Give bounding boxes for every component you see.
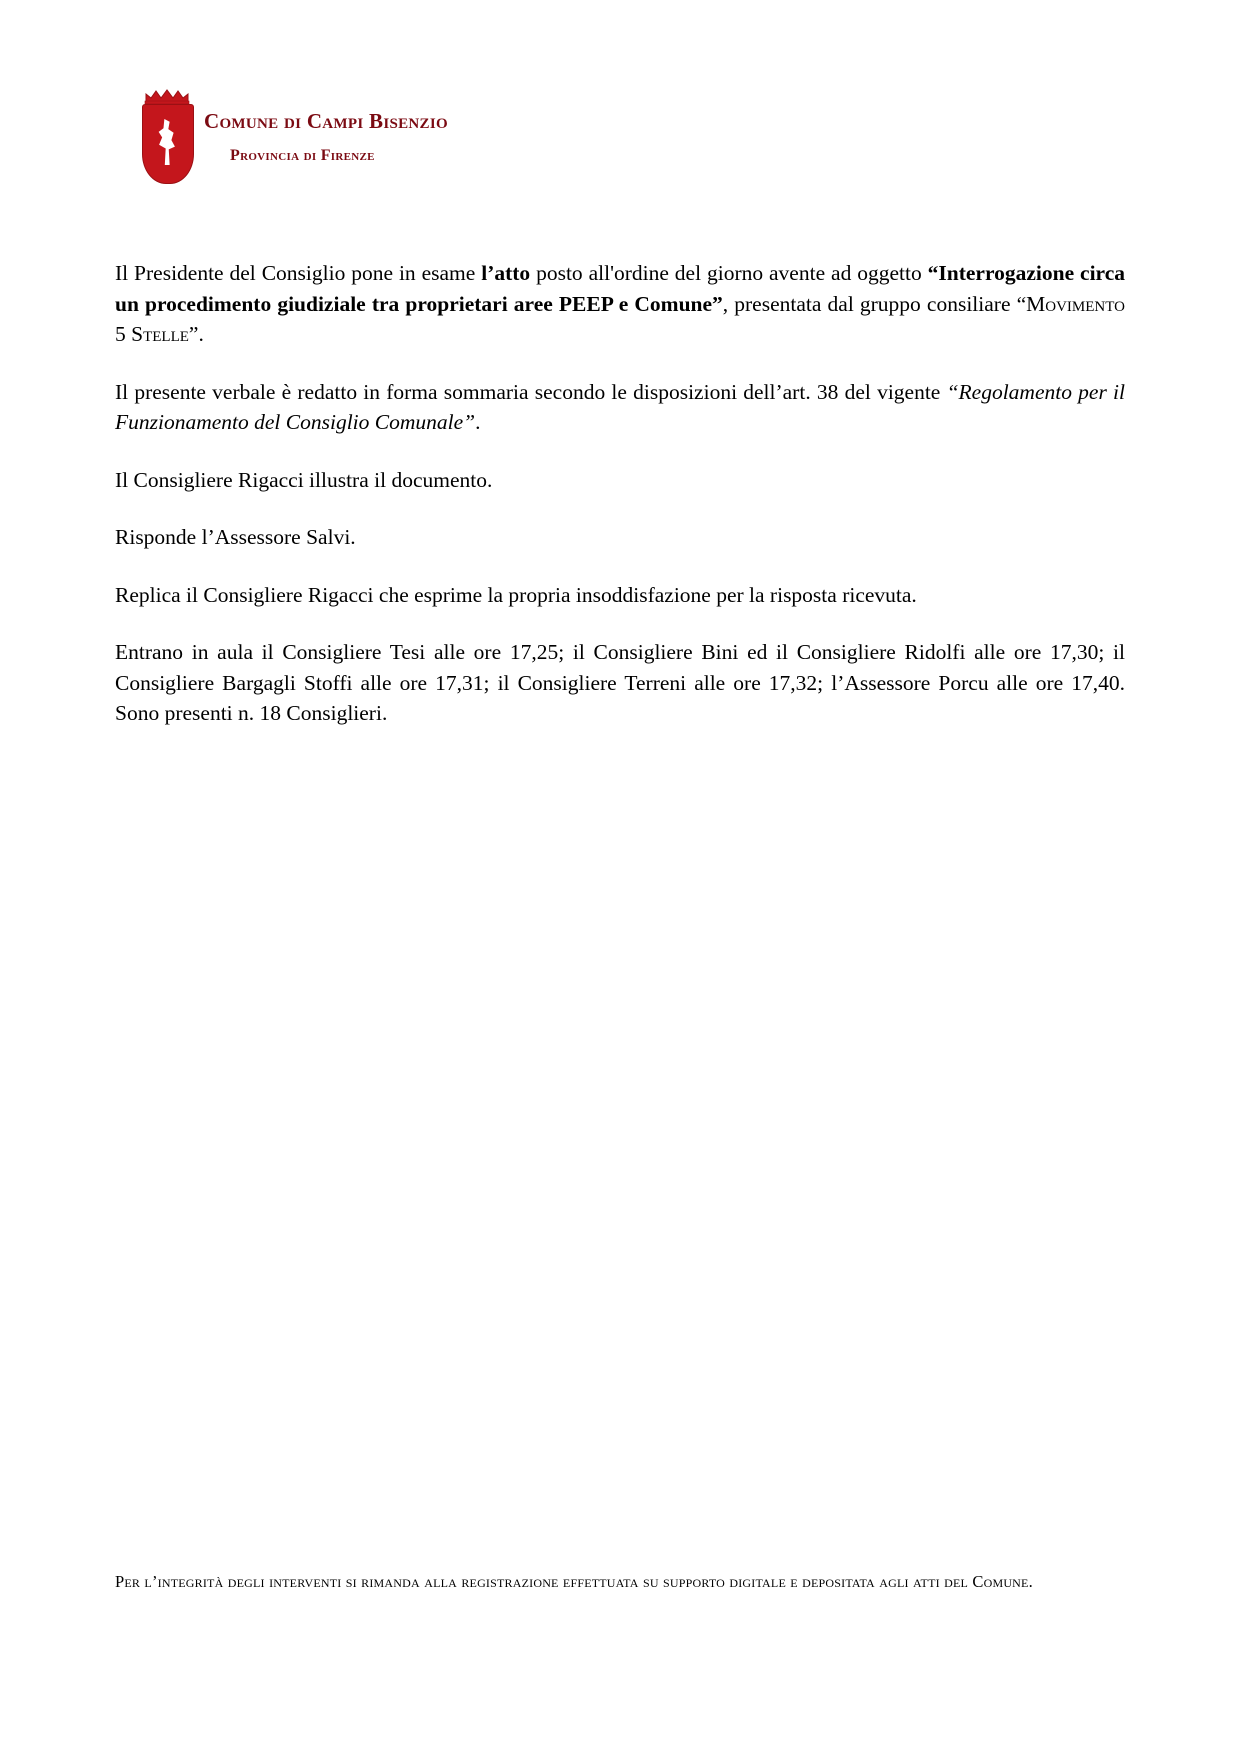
paragraph-summary-form (115, 377, 1125, 438)
p1-text-3: , presentata dal gruppo consiliare (722, 291, 1017, 316)
p1-text-2: posto all'ordine del giorno avente ad oggetto (530, 261, 928, 285)
footer-note: Per l’integrità degli interventi si rimanda alla registrazione effettuata su supporto digitale e depositata agli atti del Comune. (115, 1572, 1033, 1591)
paragraph-agenda-item (115, 258, 1125, 350)
document-header (140, 88, 1100, 184)
province-name: Provincia di Firenze (230, 147, 375, 165)
p1-text-1: Il Presidente del Consiglio pone in esame (115, 261, 482, 285)
heraldic-figure (156, 119, 178, 165)
shield-shape (142, 104, 194, 184)
p2-regulation-title: “Regolamento per il Funzionamento del Consiglio Comunale” (115, 379, 1125, 435)
city-coat-of-arms-icon (140, 88, 194, 184)
p2-text-1: Il presente verbale è redatto in forma sommaria secondo le disposizioni dell’art. 38 del vigente (115, 379, 947, 404)
p1-text-4: . (198, 322, 204, 347)
organization-name: Comune di Campi Bisenzio (204, 109, 448, 133)
p2-text-2: . (475, 410, 481, 435)
header-text-block (204, 88, 448, 165)
document-body (115, 258, 1125, 729)
paragraph-rigacci-replica: Replica il Consigliere Rigacci che esprime la propria insoddisfazione per la risposta ricevuta. (115, 582, 917, 607)
p1-bold-title: “Interrogazione circa un procedimento giudiziale tra proprietari aree PEEP e Comune” (115, 261, 1126, 316)
paragraph-entrate-consiglieri: Entrano in aula il Consigliere Tesi alle ore 17,25; il Consigliere Bini ed il Consigliere Ridolfi alle ore 17,30; il Consigliere Bargagli Stoffi alle ore 17,31; il Consigliere Terreni alle ore 17,32; l’Assessore Porcu alle ore 17,40. Sono presenti n. 18 Consiglieri. (115, 640, 1125, 726)
paragraph-salvi-risponde: Risponde l’Assessore Salvi. (115, 525, 356, 550)
paragraph-rigacci-illustra: Il Consigliere Rigacci illustra il documento. (115, 467, 493, 492)
p1-bold-atto: l’atto (481, 261, 531, 285)
p1-group-name: “Movimento 5 Stelle” (115, 291, 1125, 347)
